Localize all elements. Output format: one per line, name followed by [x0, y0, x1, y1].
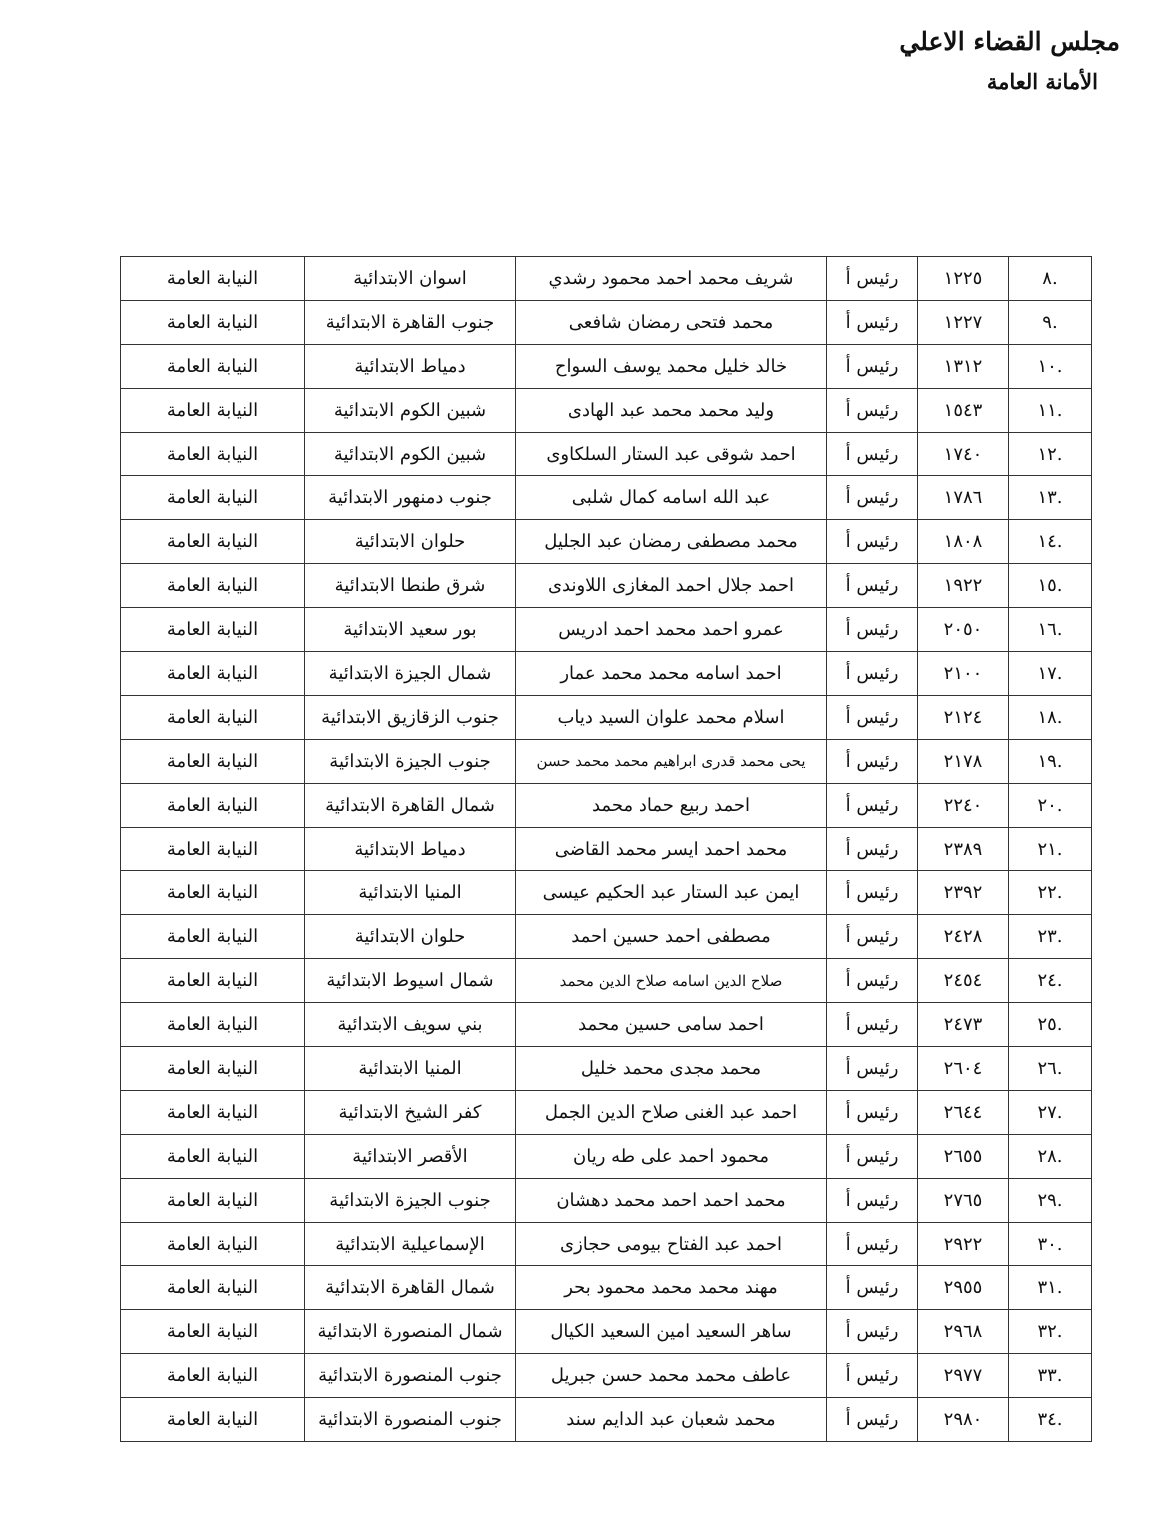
rank-cell: رئيس أ	[827, 959, 918, 1003]
department-cell: النيابة العامة	[121, 520, 305, 564]
rank-cell: رئيس أ	[827, 827, 918, 871]
court-cell: شبين الكوم الابتدائية	[305, 432, 516, 476]
department-cell: النيابة العامة	[121, 783, 305, 827]
table-row	[121, 827, 1092, 871]
judge-name-cell: ساهر السعيد امين السعيد الكيال	[516, 1310, 827, 1354]
judge-name-cell: محمد احمد احمد محمد دهشان	[516, 1178, 827, 1222]
row-index-cell: .٢٧	[1009, 1090, 1092, 1134]
row-index-cell: .١٩	[1009, 739, 1092, 783]
court-cell: الأقصر الابتدائية	[305, 1134, 516, 1178]
judge-name-cell: احمد سامى حسين محمد	[516, 1003, 827, 1047]
rank-cell: رئيس أ	[827, 1178, 918, 1222]
department-cell: النيابة العامة	[121, 1047, 305, 1091]
court-cell: بني سويف الابتدائية	[305, 1003, 516, 1047]
row-index-cell: .٢٤	[1009, 959, 1092, 1003]
court-cell: جنوب الزقازيق الابتدائية	[305, 695, 516, 739]
row-index-cell: .٣٣	[1009, 1354, 1092, 1398]
department-cell: النيابة العامة	[121, 1090, 305, 1134]
table-row	[121, 1354, 1092, 1398]
rank-cell: رئيس أ	[827, 1222, 918, 1266]
seniority-number-cell: ٢١٧٨	[918, 739, 1009, 783]
department-cell: النيابة العامة	[121, 257, 305, 301]
rank-cell: رئيس أ	[827, 388, 918, 432]
department-cell: النيابة العامة	[121, 344, 305, 388]
rank-cell: رئيس أ	[827, 871, 918, 915]
table-row	[121, 739, 1092, 783]
judge-name-cell: محمد احمد ايسر محمد القاضى	[516, 827, 827, 871]
court-cell: المنيا الابتدائية	[305, 871, 516, 915]
court-cell: جنوب القاهرة الابتدائية	[305, 300, 516, 344]
department-cell: النيابة العامة	[121, 827, 305, 871]
seniority-number-cell: ٢١٠٠	[918, 652, 1009, 696]
department-cell: النيابة العامة	[121, 432, 305, 476]
judge-name-cell: مصطفى احمد حسين احمد	[516, 915, 827, 959]
rank-cell: رئيس أ	[827, 915, 918, 959]
judge-name-cell: محمد مصطفى رمضان عبد الجليل	[516, 520, 827, 564]
table-row	[121, 388, 1092, 432]
court-cell: شمال اسيوط الابتدائية	[305, 959, 516, 1003]
seniority-number-cell: ٢٤٥٤	[918, 959, 1009, 1003]
seniority-number-cell: ١٧٤٠	[918, 432, 1009, 476]
row-index-cell: .٢٢	[1009, 871, 1092, 915]
table-row	[121, 520, 1092, 564]
court-cell: شمال المنصورة الابتدائية	[305, 1310, 516, 1354]
row-index-cell: .١٨	[1009, 695, 1092, 739]
table-row	[121, 257, 1092, 301]
seniority-number-cell: ١٨٠٨	[918, 520, 1009, 564]
court-cell: شبين الكوم الابتدائية	[305, 388, 516, 432]
department-cell: النيابة العامة	[121, 1266, 305, 1310]
row-index-cell: .١١	[1009, 388, 1092, 432]
table-row	[121, 1222, 1092, 1266]
seniority-number-cell: ٢٩٥٥	[918, 1266, 1009, 1310]
department-cell: النيابة العامة	[121, 959, 305, 1003]
court-cell: المنيا الابتدائية	[305, 1047, 516, 1091]
court-cell: حلوان الابتدائية	[305, 520, 516, 564]
table-row	[121, 1398, 1092, 1442]
seniority-number-cell: ١٩٢٢	[918, 564, 1009, 608]
court-cell: شمال القاهرة الابتدائية	[305, 1266, 516, 1310]
table-row	[121, 871, 1092, 915]
seniority-number-cell: ٢٣٩٢	[918, 871, 1009, 915]
judge-name-cell: شريف محمد احمد محمود رشدي	[516, 257, 827, 301]
rank-cell: رئيس أ	[827, 695, 918, 739]
row-index-cell: .٨	[1009, 257, 1092, 301]
department-cell: النيابة العامة	[121, 739, 305, 783]
roster-table-body	[121, 257, 1092, 1442]
seniority-number-cell: ٢٦٤٤	[918, 1090, 1009, 1134]
row-index-cell: .١٤	[1009, 520, 1092, 564]
rank-cell: رئيس أ	[827, 1090, 918, 1134]
roster-table	[120, 256, 1092, 1442]
judge-name-cell: محمد فتحى رمضان شافعى	[516, 300, 827, 344]
table-row	[121, 1090, 1092, 1134]
row-index-cell: .٢٥	[1009, 1003, 1092, 1047]
table-row	[121, 344, 1092, 388]
judge-name-cell: محمود احمد على طه ريان	[516, 1134, 827, 1178]
rank-cell: رئيس أ	[827, 1047, 918, 1091]
rank-cell: رئيس أ	[827, 608, 918, 652]
judge-name-cell: ايمن عبد الستار عبد الحكيم عيسى	[516, 871, 827, 915]
seniority-number-cell: ٢٩٢٢	[918, 1222, 1009, 1266]
row-index-cell: .٢٣	[1009, 915, 1092, 959]
seniority-number-cell: ١٧٨٦	[918, 476, 1009, 520]
judge-name-cell: يحى محمد قدرى ابراهيم محمد محمد حسن	[516, 739, 827, 783]
rank-cell: رئيس أ	[827, 1398, 918, 1442]
court-cell: دمياط الابتدائية	[305, 344, 516, 388]
row-index-cell: .٢٦	[1009, 1047, 1092, 1091]
table-row	[121, 1310, 1092, 1354]
judge-name-cell: عمرو احمد محمد احمد ادريس	[516, 608, 827, 652]
table-row	[121, 1134, 1092, 1178]
secretariat-title: الأمانة العامة	[986, 69, 1098, 94]
judge-name-cell: عاطف محمد محمد حسن جبريل	[516, 1354, 827, 1398]
seniority-number-cell: ٢٤٢٨	[918, 915, 1009, 959]
table-row	[121, 1266, 1092, 1310]
table-row	[121, 915, 1092, 959]
seniority-number-cell: ٢١٢٤	[918, 695, 1009, 739]
rank-cell: رئيس أ	[827, 1266, 918, 1310]
judge-name-cell: احمد اسامه محمد محمد عمار	[516, 652, 827, 696]
rank-cell: رئيس أ	[827, 432, 918, 476]
court-cell: شمال الجيزة الابتدائية	[305, 652, 516, 696]
row-index-cell: .٩	[1009, 300, 1092, 344]
judge-name-cell: مهند محمد محمد محمود بحر	[516, 1266, 827, 1310]
row-index-cell: .١٦	[1009, 608, 1092, 652]
department-cell: النيابة العامة	[121, 1134, 305, 1178]
department-cell: النيابة العامة	[121, 1178, 305, 1222]
seniority-number-cell: ١٢٢٧	[918, 300, 1009, 344]
rank-cell: رئيس أ	[827, 1003, 918, 1047]
council-title: مجلس القضاء الاعلي	[899, 27, 1120, 56]
department-cell: النيابة العامة	[121, 915, 305, 959]
rank-cell: رئيس أ	[827, 476, 918, 520]
rank-cell: رئيس أ	[827, 344, 918, 388]
judge-name-cell: احمد عبد الغنى صلاح الدين الجمل	[516, 1090, 827, 1134]
court-cell: الإسماعيلية الابتدائية	[305, 1222, 516, 1266]
judge-name-cell: عبد الله اسامه كمال شلبى	[516, 476, 827, 520]
table-row	[121, 608, 1092, 652]
judge-name-cell: محمد مجدى محمد خليل	[516, 1047, 827, 1091]
seniority-number-cell: ٢٣٨٩	[918, 827, 1009, 871]
row-index-cell: .٢١	[1009, 827, 1092, 871]
table-row	[121, 959, 1092, 1003]
rank-cell: رئيس أ	[827, 652, 918, 696]
department-cell: النيابة العامة	[121, 695, 305, 739]
row-index-cell: .١٣	[1009, 476, 1092, 520]
row-index-cell: .٢٩	[1009, 1178, 1092, 1222]
department-cell: النيابة العامة	[121, 388, 305, 432]
court-cell: بور سعيد الابتدائية	[305, 608, 516, 652]
seniority-number-cell: ٢٩٨٠	[918, 1398, 1009, 1442]
seniority-number-cell: ٢٠٥٠	[918, 608, 1009, 652]
table-row	[121, 1178, 1092, 1222]
row-index-cell: .٣٠	[1009, 1222, 1092, 1266]
rank-cell: رئيس أ	[827, 1354, 918, 1398]
court-cell: اسوان الابتدائية	[305, 257, 516, 301]
rank-cell: رئيس أ	[827, 1310, 918, 1354]
row-index-cell: .١٥	[1009, 564, 1092, 608]
department-cell: النيابة العامة	[121, 1222, 305, 1266]
department-cell: النيابة العامة	[121, 608, 305, 652]
row-index-cell: .١٢	[1009, 432, 1092, 476]
judge-name-cell: وليد محمد محمد عبد الهادى	[516, 388, 827, 432]
department-cell: النيابة العامة	[121, 564, 305, 608]
judge-name-cell: احمد جلال احمد المغازى اللاوندى	[516, 564, 827, 608]
department-cell: النيابة العامة	[121, 1398, 305, 1442]
table-row	[121, 300, 1092, 344]
judge-name-cell: احمد شوقى عبد الستار السلكاوى	[516, 432, 827, 476]
court-cell: جنوب المنصورة الابتدائية	[305, 1354, 516, 1398]
judge-name-cell: محمد شعبان عبد الدايم سند	[516, 1398, 827, 1442]
table-row	[121, 1047, 1092, 1091]
court-cell: كفر الشيخ الابتدائية	[305, 1090, 516, 1134]
seniority-number-cell: ٢٩٧٧	[918, 1354, 1009, 1398]
judge-name-cell: احمد ربيع حماد محمد	[516, 783, 827, 827]
row-index-cell: .٢٨	[1009, 1134, 1092, 1178]
row-index-cell: .١٧	[1009, 652, 1092, 696]
seniority-number-cell: ١٢٢٥	[918, 257, 1009, 301]
department-cell: النيابة العامة	[121, 300, 305, 344]
table-row	[121, 432, 1092, 476]
seniority-number-cell: ٢٦٠٤	[918, 1047, 1009, 1091]
table-row	[121, 695, 1092, 739]
row-index-cell: .٣٤	[1009, 1398, 1092, 1442]
court-cell: دمياط الابتدائية	[305, 827, 516, 871]
rank-cell: رئيس أ	[827, 1134, 918, 1178]
seniority-number-cell: ٢٦٥٥	[918, 1134, 1009, 1178]
court-cell: شرق طنطا الابتدائية	[305, 564, 516, 608]
row-index-cell: .١٠	[1009, 344, 1092, 388]
court-cell: حلوان الابتدائية	[305, 915, 516, 959]
table-row	[121, 652, 1092, 696]
department-cell: النيابة العامة	[121, 1003, 305, 1047]
court-cell: جنوب الجيزة الابتدائية	[305, 1178, 516, 1222]
table-row	[121, 564, 1092, 608]
judge-name-cell: اسلام محمد علوان السيد دياب	[516, 695, 827, 739]
court-cell: جنوب الجيزة الابتدائية	[305, 739, 516, 783]
rank-cell: رئيس أ	[827, 739, 918, 783]
rank-cell: رئيس أ	[827, 564, 918, 608]
row-index-cell: .٣٢	[1009, 1310, 1092, 1354]
rank-cell: رئيس أ	[827, 257, 918, 301]
court-cell: جنوب دمنهور الابتدائية	[305, 476, 516, 520]
document-header	[899, 22, 1120, 102]
judge-name-cell: احمد عبد الفتاح بيومى حجازى	[516, 1222, 827, 1266]
judge-name-cell: صلاح الدين اسامه صلاح الدين محمد	[516, 959, 827, 1003]
row-index-cell: .٢٠	[1009, 783, 1092, 827]
seniority-number-cell: ٢٧٦٥	[918, 1178, 1009, 1222]
seniority-number-cell: ٢٢٤٠	[918, 783, 1009, 827]
table-row	[121, 1003, 1092, 1047]
row-index-cell: .٣١	[1009, 1266, 1092, 1310]
rank-cell: رئيس أ	[827, 300, 918, 344]
seniority-number-cell: ١٥٤٣	[918, 388, 1009, 432]
court-cell: شمال القاهرة الابتدائية	[305, 783, 516, 827]
table-row	[121, 783, 1092, 827]
department-cell: النيابة العامة	[121, 652, 305, 696]
court-cell: جنوب المنصورة الابتدائية	[305, 1398, 516, 1442]
judge-name-cell: خالد خليل محمد يوسف السواح	[516, 344, 827, 388]
seniority-number-cell: ٢٤٧٣	[918, 1003, 1009, 1047]
seniority-number-cell: ٢٩٦٨	[918, 1310, 1009, 1354]
department-cell: النيابة العامة	[121, 1354, 305, 1398]
department-cell: النيابة العامة	[121, 1310, 305, 1354]
department-cell: النيابة العامة	[121, 476, 305, 520]
department-cell: النيابة العامة	[121, 871, 305, 915]
rank-cell: رئيس أ	[827, 783, 918, 827]
table-row	[121, 476, 1092, 520]
rank-cell: رئيس أ	[827, 520, 918, 564]
seniority-number-cell: ١٣١٢	[918, 344, 1009, 388]
